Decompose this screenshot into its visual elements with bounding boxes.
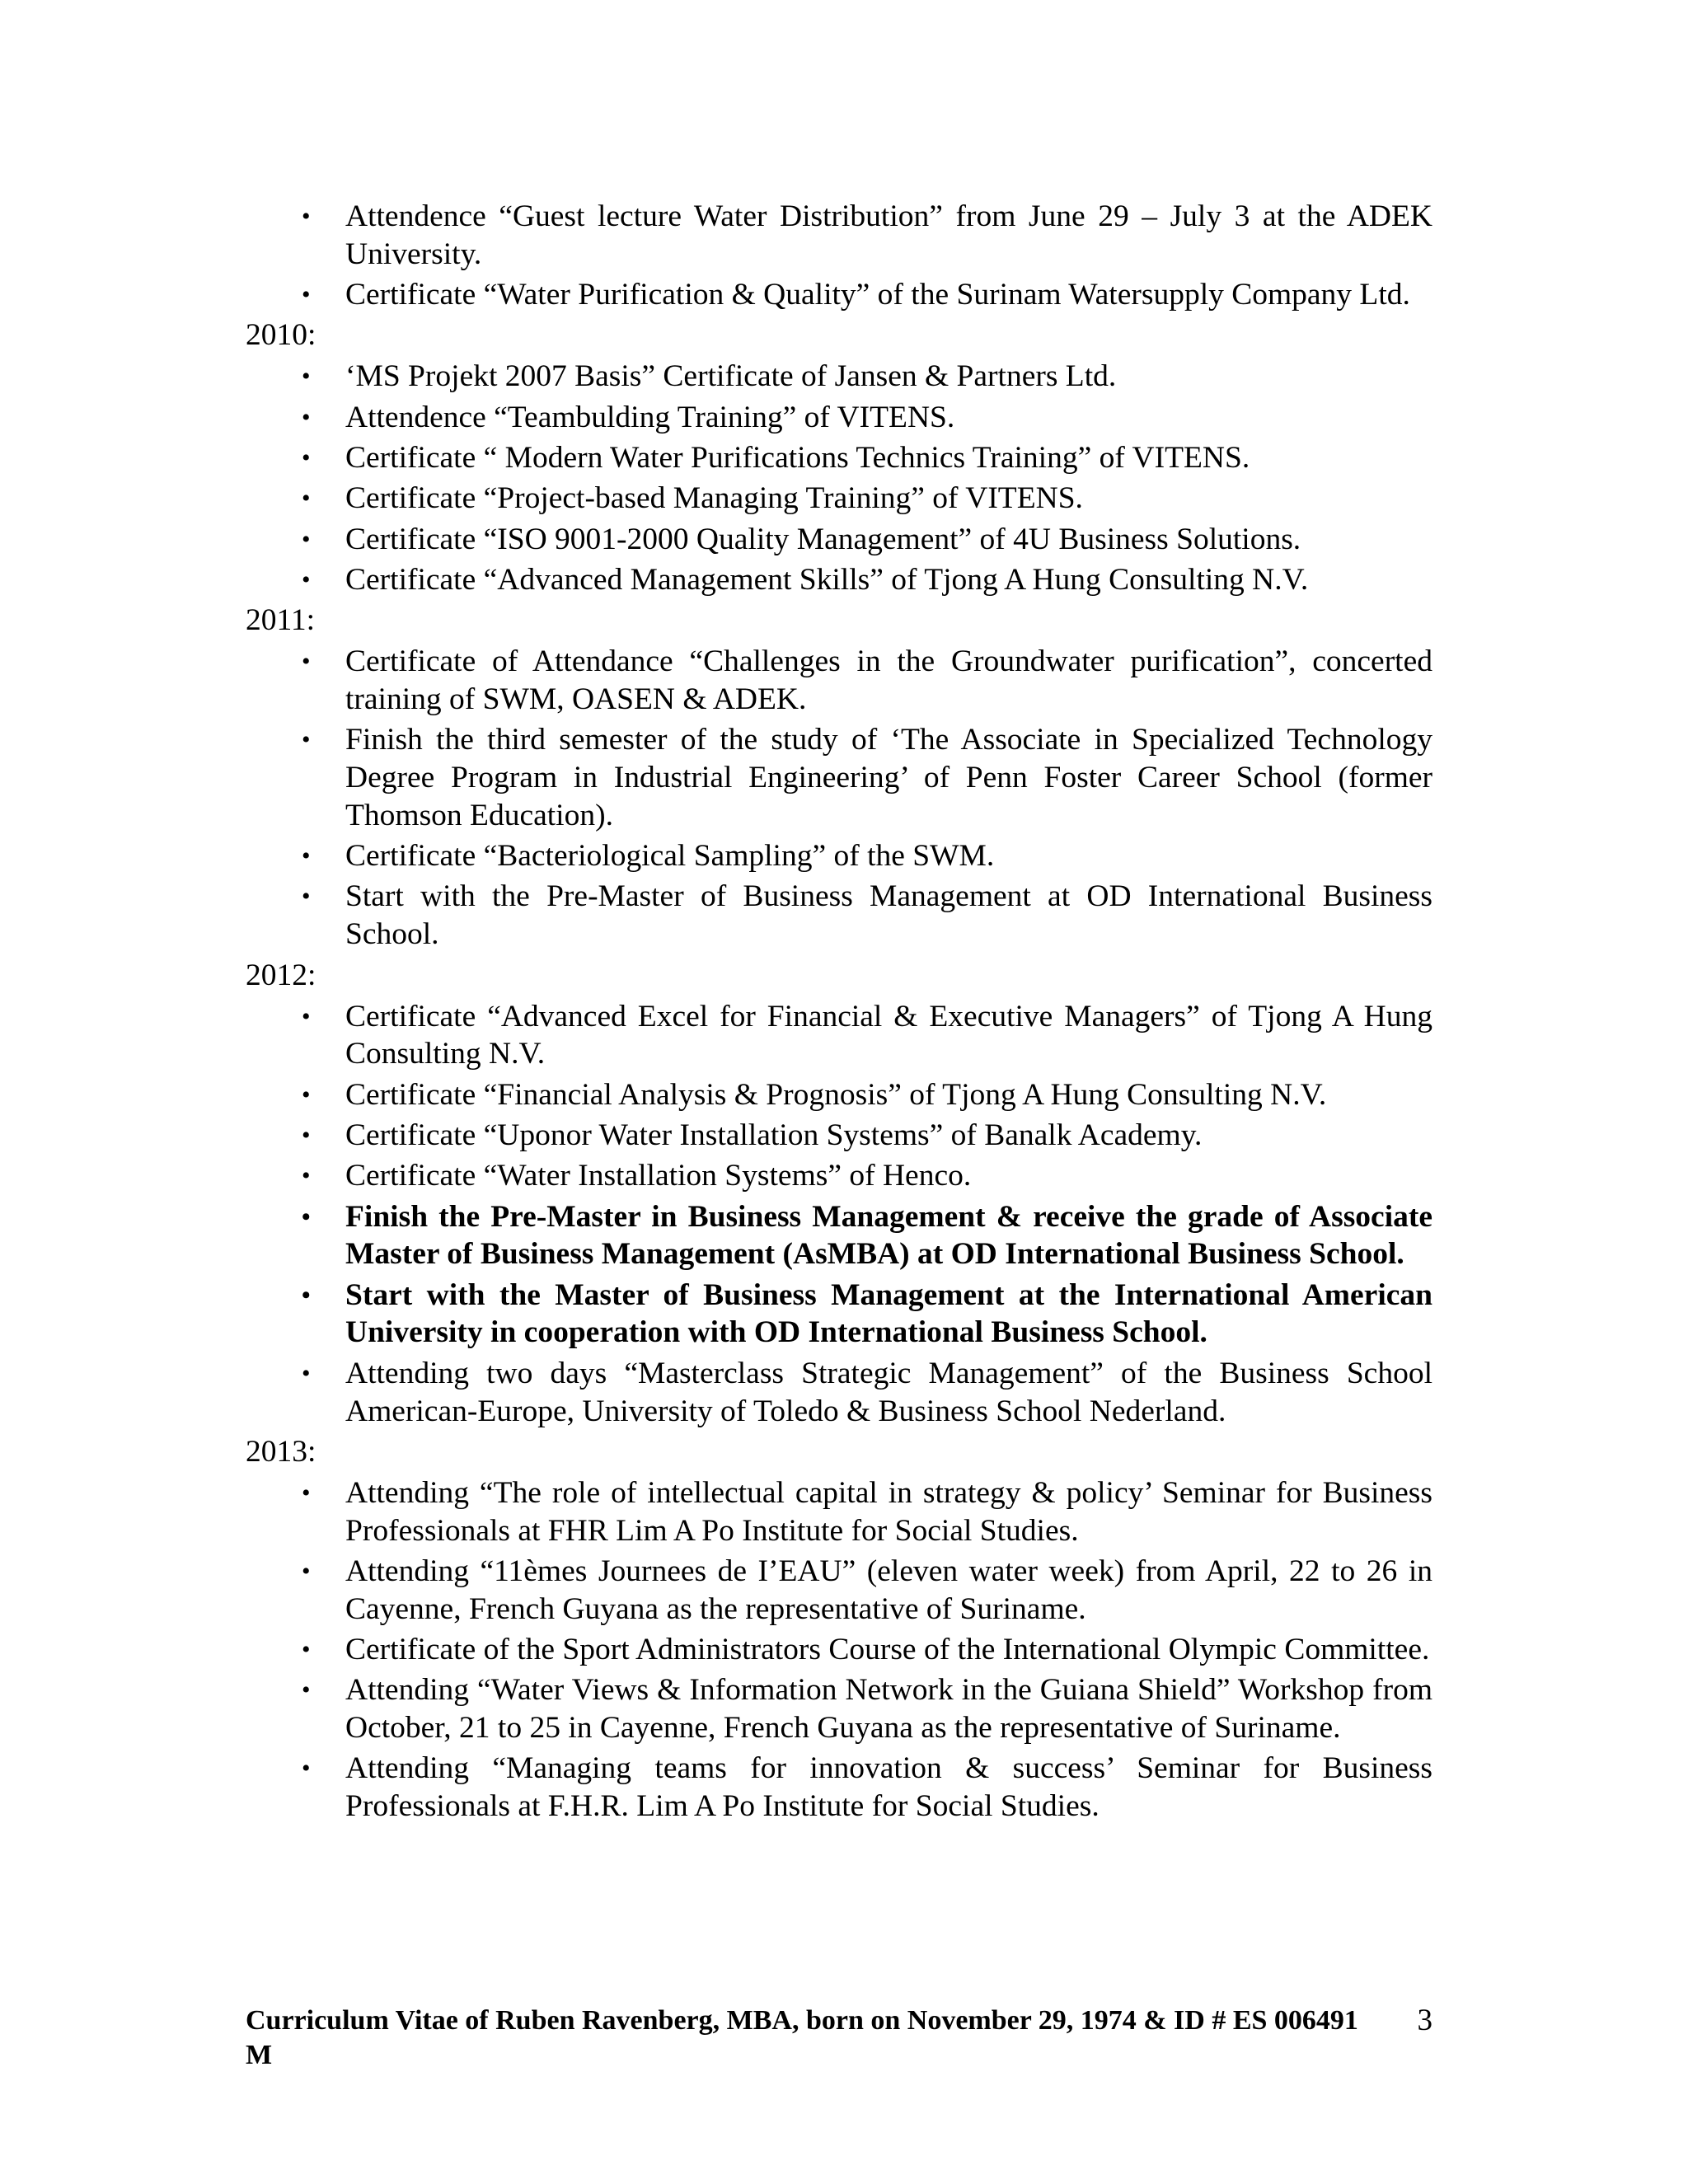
year-heading: 2010: <box>246 318 316 353</box>
bullet-icon: • <box>302 565 311 593</box>
bullet-icon: • <box>302 1479 311 1507</box>
bullet-icon: • <box>302 281 311 309</box>
year-heading: 2013: <box>246 1434 316 1469</box>
bullet-icon: • <box>302 1359 311 1387</box>
bullet-list <box>246 198 1432 314</box>
bullet-icon: • <box>302 842 311 870</box>
list-item <box>246 1631 1432 1669</box>
list-item-text: Start with the Master of Business Management at the International American University in cooperation with OD International Business School. <box>345 1277 1432 1350</box>
list-item <box>246 276 1432 314</box>
footer-text: Curriculum Vitae of Ruben Ravenberg, MBA, born on November 29, 1974 & ID # ES 006491 M <box>246 2005 1358 2070</box>
list-item-text: Start with the Pre-Master of Business Management at OD International Business School. <box>345 879 1432 952</box>
list-item-text: Certificate “Advanced Management Skills” of Tjong A Hung Consulting N.V. <box>345 562 1309 597</box>
bullet-icon: • <box>302 726 311 754</box>
list-item-text: Attendence “Guest lecture Water Distribution” from June 29 – July 3 at the ADEK University. <box>345 199 1432 271</box>
list-item-text: Attending “11èmes Journees de I’EAU” (eleven water week) from April, 22 to 26 in Cayenne, French Guyana as the representative of Suriname. <box>345 1554 1432 1626</box>
list-item <box>246 1198 1432 1274</box>
bullet-icon: • <box>302 648 311 676</box>
list-item-text: Certificate “ Modern Water Purifications Technics Training” of VITENS. <box>345 440 1250 475</box>
bullet-icon: • <box>302 1162 311 1190</box>
list-item-text: Certificate “Bacteriological Sampling” of the SWM. <box>345 839 995 874</box>
list-item <box>246 1277 1432 1352</box>
list-item-text: Certificate “ISO 9001-2000 Quality Management” of 4U Business Solutions. <box>345 522 1301 556</box>
list-item <box>246 643 1432 719</box>
bullet-icon: • <box>302 203 311 230</box>
bullet-icon: • <box>302 403 311 431</box>
bullet-icon: • <box>302 1080 311 1108</box>
bullet-icon: • <box>302 485 311 513</box>
list-item-text: Certificate “Water Purification & Quality” of the Surinam Watersupply Company Ltd. <box>345 278 1410 312</box>
list-item <box>246 439 1432 477</box>
list-item <box>246 198 1432 274</box>
year-heading: 2012: <box>246 958 316 992</box>
list-item <box>246 878 1432 954</box>
bullet-icon: • <box>302 443 311 471</box>
bullet-icon: • <box>302 1755 311 1783</box>
list-item <box>246 837 1432 875</box>
list-item <box>246 1076 1432 1114</box>
list-item <box>246 1750 1432 1825</box>
list-item <box>246 480 1432 518</box>
list-item-text: Certificate “Water Installation Systems” of Henco. <box>345 1159 972 1193</box>
list-item-text: Certificate of Attendance “Challenges in the Groundwater purification”, concerted training of SWM, OASEN & ADEK. <box>345 644 1432 716</box>
bullet-icon: • <box>302 525 311 553</box>
bullet-icon: • <box>302 1676 311 1704</box>
page-footer <box>246 2004 1432 2073</box>
bullet-icon: • <box>302 1002 311 1030</box>
bullet-icon: • <box>302 883 311 911</box>
bullet-icon: • <box>302 1636 311 1663</box>
page-number: 3 <box>1417 2004 1432 2037</box>
list-item <box>246 998 1432 1074</box>
list-item <box>246 399 1432 437</box>
list-item <box>246 561 1432 599</box>
list-item-text: Certificate “Advanced Excel for Financial & Executive Managers” of Tjong A Hung Consulting N.V. <box>345 999 1432 1071</box>
list-item <box>246 1355 1432 1431</box>
bullet-icon: • <box>302 1281 311 1309</box>
list-item-text: Certificate of the Sport Administrators Course of the International Olympic Committee. <box>345 1633 1430 1666</box>
list-item <box>246 358 1432 396</box>
list-item <box>246 1117 1432 1155</box>
list-item <box>246 1474 1432 1550</box>
list-item-text: Attending “The role of intellectual capital in strategy & policy’ Seminar for Business Professionals at FHR Lim A Po Institute for Social Studies. <box>345 1475 1432 1548</box>
list-item <box>246 1157 1432 1195</box>
list-item-text: Finish the Pre-Master in Business Management & receive the grade of Associate Master of Business Management (AsMBA) at OD International Business School. <box>345 1199 1432 1272</box>
list-item <box>246 1553 1432 1629</box>
document-body <box>246 198 1432 1828</box>
list-item-text: Attending two days “Masterclass Strategic Management” of the Business School American-Europe, University of Toledo & Business School Nederland. <box>345 1356 1432 1428</box>
list-item <box>246 1671 1432 1747</box>
list-item-text: Finish the third semester of the study of ‘The Associate in Specialized Technology Degree Program in Industrial Engineering’ of Penn Foster Career School (former Thomson Education). <box>345 723 1432 832</box>
year-heading: 2011: <box>246 603 316 638</box>
bullet-icon: • <box>302 1557 311 1585</box>
bullet-icon: • <box>302 1121 311 1149</box>
list-item-text: Certificate “Financial Analysis & Prognosis” of Tjong A Hung Consulting N.V. <box>345 1077 1327 1112</box>
list-item <box>246 521 1432 559</box>
bullet-list <box>246 1474 1432 1825</box>
list-item-text: Attending “Water Views & Information Network in the Guiana Shield” Workshop from October, 21 to 25 in Cayenne, French Guyana as the representative of Suriname. <box>345 1673 1432 1746</box>
list-item-text: ‘MS Projekt 2007 Basis” Certificate of Jansen & Partners Ltd. <box>345 359 1117 394</box>
list-item <box>246 721 1432 834</box>
list-item-text: Attendence “Teambulding Training” of VITENS. <box>345 400 955 434</box>
list-item-text: Attending “Managing teams for innovation & success’ Seminar for Business Professionals at F.H.R. Lim A Po Institute for Social Studies. <box>345 1751 1432 1824</box>
list-item-text: Certificate “Uponor Water Installation Systems” of Banalk Academy. <box>345 1118 1203 1152</box>
bullet-list <box>246 358 1432 598</box>
bullet-list <box>246 998 1432 1431</box>
bullet-list <box>246 643 1432 954</box>
bullet-icon: • <box>302 363 311 391</box>
list-item-text: Certificate “Project-based Managing Training” of VITENS. <box>345 481 1083 516</box>
bullet-icon: • <box>302 1202 311 1230</box>
